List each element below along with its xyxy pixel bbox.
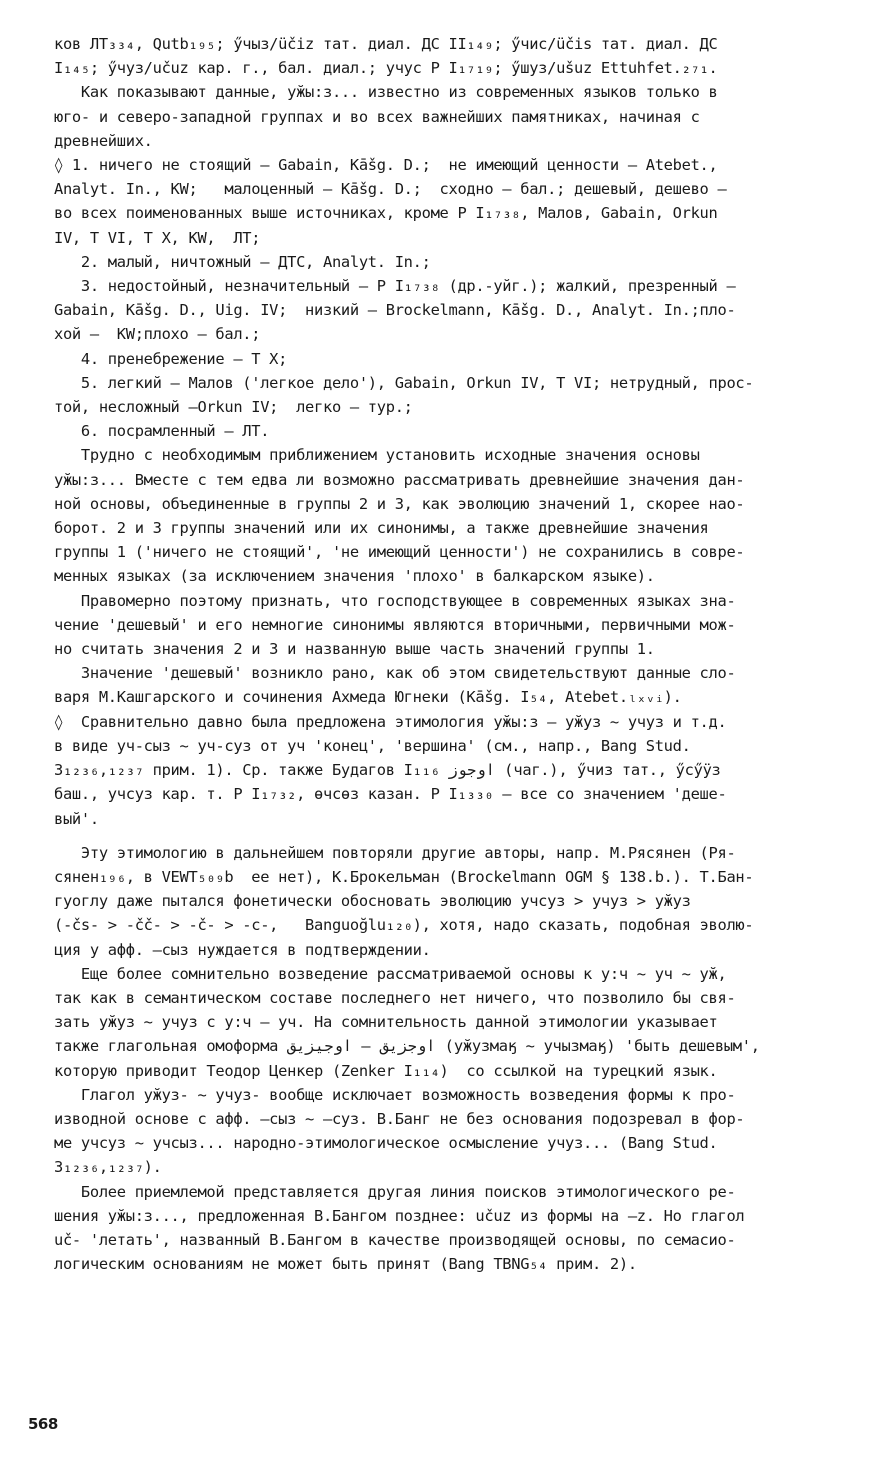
line: 4. пренебрежение – Т X; (54, 349, 288, 368)
line: варя М.Кашгарского и сочинения Ахмеда Югнеки (Kāšg. I₅₄, Atebet.ₗₓᵥᵢ). (54, 688, 682, 707)
line: шения уӂы:з..., предложенная В.Бангом позднее: učuz из формы на –z. Но глагол (54, 1206, 745, 1225)
line: изводной основе с афф. –сыз ~ –суз. В.Банг не без основания подозревал в фор- (54, 1109, 745, 1128)
page-number: 568 (28, 1415, 58, 1433)
line: Gabain, Kāšg. D., Uig. IV; низкий – Brockelmann, Kāšg. D., Analyt. In.;пло- (54, 301, 736, 320)
line: З₁₂₃₆,₁₂₃₇ прим. 1). Ср. также Будагов I₁₁₆ اوجوز (чаг.), ӳчиз тат., ӳсӳӱз (54, 761, 721, 780)
line: Более приемлемой представляется другая линия поисков этимологического ре- (54, 1182, 736, 1201)
line: гуоглу даже пытался фонетически обосновать эволюцию учсуз > учуз > уӂуз (54, 892, 691, 911)
line: древнейших. (54, 131, 153, 150)
line: I₁₄₅; ӳчуз/učuz кар. г., бал. диал.; учус Р I₁₇₁₉; ӳшуз/ušuz Ettuhfet.₂₇₁. (54, 59, 718, 78)
line: той, несложный –Orkun IV; легко – тур.; (54, 398, 413, 417)
line: но считать значения 2 и 3 и названную выше часть значений группы 1. (54, 640, 655, 659)
line: уӂы:з... Вместе с тем едва ли возможно рассматривать древнейшие значения дан- (54, 470, 745, 489)
line: группы 1 ('ничего не стоящий', 'не имеющий ценности') не сохранились в совре- (54, 543, 745, 562)
line: зать уӂуз ~ учуз с у:ч – уч. На сомнительность данной этимологии указывает (54, 1013, 718, 1032)
line: юго- и северо-западной группах и во всех важнейших памятниках, начиная с (54, 107, 700, 126)
line: которую приводит Теодор Ценкер (Zenker I₁₁₄) со ссылкой на турецкий язык. (54, 1061, 718, 1080)
line: Глагол уӂуз- ~ учуз- вообще исключает возможность возведения формы к про- (54, 1085, 736, 1104)
line: борот. 2 и 3 группы значений или их синонимы, а также древнейшие значения (54, 519, 709, 538)
line: 3. недостойный, незначительный – Р I₁₇₃₈ (др.-уйг.); жалкий, презренный – (54, 277, 736, 296)
line: З₁₂₃₆,₁₂₃₇). (54, 1158, 162, 1177)
line: Эту этимологию в дальнейшем повторяли другие авторы, напр. М.Рясянен (Ря- (54, 843, 736, 862)
line: во всех поименованных выше источниках, кроме Р I₁₇₃₈, Малов, Gabain, Orkun (54, 204, 718, 223)
line: ◊ 1. ничего не стоящий – Gabain, Kāšg. D.; не имеющий ценности – Atebet., (54, 156, 718, 175)
line: Правомерно поэтому признать, что господствующее в современных языках зна- (54, 591, 736, 610)
line: IV, Т VI, Т X, KW, ЛТ; (54, 228, 261, 247)
line: чение 'дешевый' и его немногие синонимы являются вторичными, первичными мож- (54, 615, 736, 634)
line: так как в семантическом составе последнего нет ничего, что позволило бы свя- (54, 988, 736, 1007)
line: также глагольная омоформа اوجزيق – اوجيزيق (уӂузмаӄ ~ учызмаӄ) 'быть дешевым', (54, 1037, 760, 1056)
line: 2. малый, ничтожный – ДТС, Analyt. In.; (54, 252, 431, 271)
line: 5. легкий – Малов ('легкое дело'), Gabain, Orkun IV, Т VI; нетрудный, прос- (54, 373, 754, 392)
line: Analyt. In., KW; малоценный – Kāšg. D.; сходно – бал.; дешевый, дешево – (54, 180, 727, 199)
line: менных языках (за исключением значения 'плохо' в балкарском языке). (54, 567, 655, 586)
line: uč- 'летать', названный В.Бангом в качестве производящей основы, по семасио- (54, 1230, 736, 1249)
line: ме учсуз ~ учсыз... народно-этимологическое осмысление учуз... (Bang Stud. (54, 1134, 718, 1153)
document-page (54, 32, 876, 1276)
line: Еще более сомнительно возведение рассматриваемой основы к у:ч ~ уч ~ уӂ, (54, 964, 727, 983)
line: в виде уч-сыз ~ уч-суз от уч 'конец', 'вершина' (см., напр., Bang Stud. (54, 736, 691, 755)
line: сянен₁₉₆, в VEWT₅₀₉b ее нет), К.Брокельман (Brockelmann OGM § 138.b.). Т.Бан- (54, 867, 754, 886)
line: 6. посрамленный – ЛТ. (54, 422, 270, 441)
line: ◊ Сравнительно давно была предложена этимология уӂы:з – уӂуз ~ учуз и т.д. (54, 712, 727, 731)
line: (-čs- > -čč- > -č- > -c-, Banguoğlu₁₂₀), хотя, надо сказать, подобная эволю- (54, 916, 754, 935)
line: ков ЛТ₃₃₄, Qutb₁₉₅; ӳчыз/üčiz тат. диал. ДС II₁₄₉; ӳчис/üčis тат. диал. ДС (54, 35, 718, 53)
line: логическим основаниям не может быть принят (Bang TBNG₅₄ прим. 2). (54, 1255, 637, 1274)
paragraph-gap (54, 831, 876, 841)
line: ция у афф. –сыз нуждается в подтверждении. (54, 940, 431, 959)
line: Трудно с необходимым приближением установить исходные значения основы (54, 446, 700, 465)
line: ной основы, объединенные в группы 2 и 3, как эволюцию значений 1, скорее нао- (54, 494, 745, 513)
line: Как показывают данные, уӂы:з... известно из современных языков только в (54, 83, 718, 102)
line: хой – KW;плохо – бал.; (54, 325, 261, 344)
line: вый'. (54, 809, 99, 828)
line: Значение 'дешевый' возникло рано, как об этом свидетельствуют данные сло- (54, 664, 736, 683)
line: баш., учсуз кар. т. Р I₁₇₃₂, өчсөз казан. Р I₁₃₃₀ – все со значением 'деше- (54, 785, 727, 804)
